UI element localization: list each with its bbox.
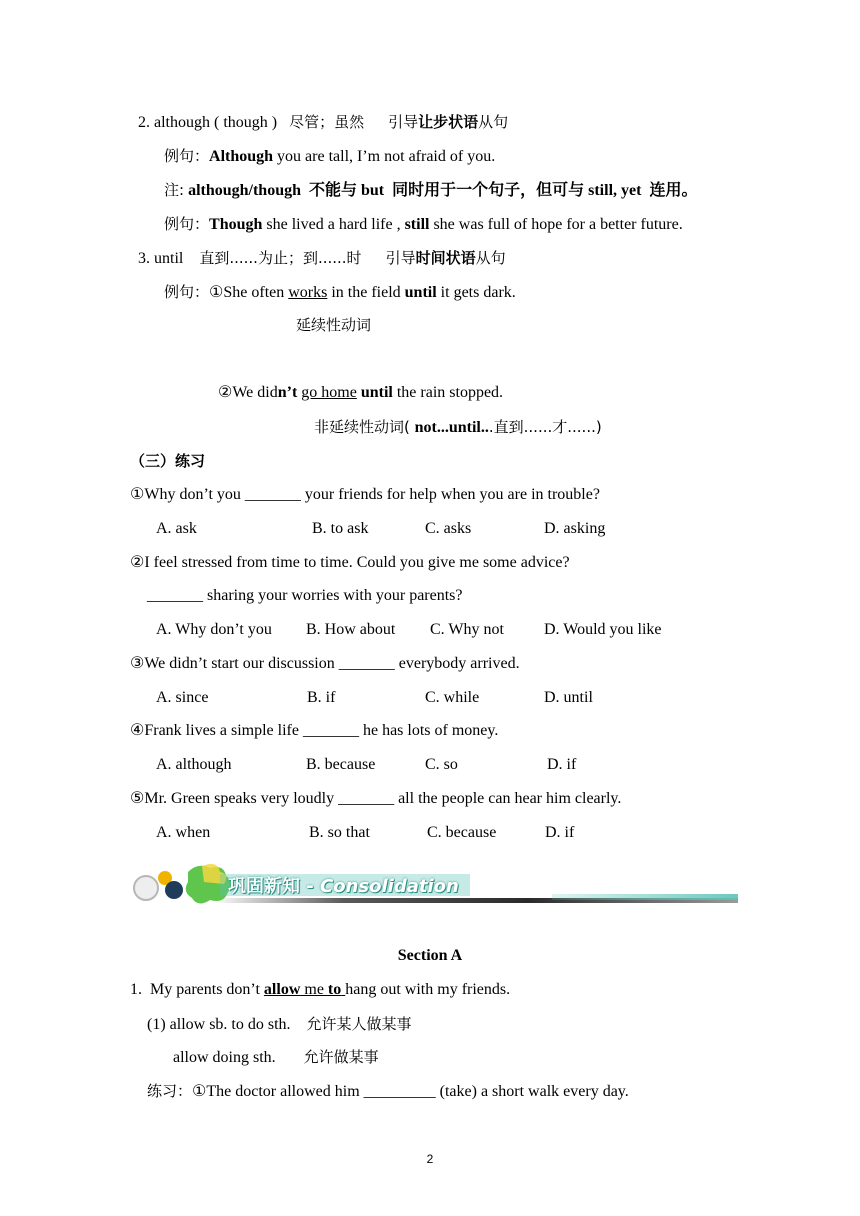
item3-clause-tail: 从句 bbox=[475, 249, 506, 267]
option-a: A. since bbox=[156, 689, 209, 706]
item2-clause-type: 让步状语 bbox=[418, 113, 479, 131]
usage-cn: 允许某人做某事 bbox=[306, 1015, 412, 1033]
option-b: B. because bbox=[306, 756, 376, 773]
keyword: not...until.. bbox=[414, 419, 489, 436]
page-number: 2 bbox=[426, 1152, 434, 1166]
consolidation-banner bbox=[132, 858, 738, 910]
option-c: C. Why not bbox=[430, 621, 504, 638]
item3-lead: 引导 bbox=[385, 249, 416, 267]
item2-note bbox=[164, 180, 697, 201]
option-d: D. Would you like bbox=[544, 621, 662, 638]
keyword: until bbox=[360, 384, 393, 401]
item2-example1 bbox=[164, 146, 495, 167]
item2-clause-tail: 从句 bbox=[478, 113, 509, 131]
option-d: D. asking bbox=[544, 520, 606, 537]
option-a: A. although bbox=[156, 756, 232, 773]
exercise-text: ①The doctor allowed him _________ (take) a short walk every day. bbox=[192, 1083, 629, 1100]
example-label: 例句： bbox=[164, 215, 210, 233]
example-text: she was full of hope for a better future. bbox=[429, 216, 683, 233]
keyword: n’t bbox=[277, 384, 298, 401]
option-a: A. when bbox=[156, 824, 211, 841]
example-text: the rain stopped. bbox=[392, 384, 504, 401]
option-b: B. so that bbox=[309, 824, 370, 841]
option-d: D. if bbox=[547, 756, 577, 773]
option-b: B. if bbox=[307, 689, 336, 706]
non-durative-verb-note bbox=[314, 417, 602, 438]
example-text: it gets dark. bbox=[436, 284, 516, 301]
item3-clause-type: 时间状语 bbox=[415, 249, 476, 267]
option-a: A. Why don’t you bbox=[156, 621, 272, 638]
keyword: to bbox=[327, 981, 342, 998]
item2-example2 bbox=[164, 214, 683, 235]
underlined-verb: go home bbox=[301, 384, 357, 401]
item2-head: 2. although ( though ) bbox=[138, 114, 278, 131]
banner-title-cn: 巩固新知 bbox=[228, 876, 300, 897]
usage-en: allow doing sth. bbox=[173, 1049, 276, 1066]
example-text: ①She often bbox=[209, 284, 289, 301]
usage-cn: 允许做某事 bbox=[303, 1048, 379, 1066]
item2-lead: 引导 bbox=[388, 113, 419, 131]
practice-heading: （三）练习 bbox=[130, 452, 206, 470]
banner-title-en: Consolidation bbox=[320, 876, 459, 897]
option-a: A. ask bbox=[156, 520, 197, 537]
example-text: she lived a hard life , bbox=[262, 216, 405, 233]
section-title: Section A bbox=[397, 947, 463, 964]
note-text: 非延续性动词( bbox=[314, 418, 415, 436]
option-c: C. asks bbox=[425, 520, 472, 537]
example-text: you are tall, I’m not afraid of you. bbox=[273, 148, 496, 165]
usage-en: (1) allow sb. to do sth. bbox=[147, 1016, 291, 1033]
consolidation-item1 bbox=[130, 980, 510, 1000]
item3-line bbox=[138, 248, 506, 269]
keyword: Though bbox=[209, 216, 263, 233]
exercise-line bbox=[147, 1081, 629, 1102]
item3-example1 bbox=[164, 282, 516, 303]
option-b: B. How about bbox=[306, 621, 396, 638]
option-d: D. until bbox=[544, 689, 593, 706]
item3-example2 bbox=[218, 383, 503, 403]
durative-verb-note: 延续性动词 bbox=[296, 316, 372, 334]
question-stem: ②I feel stressed from time to time. Could you give me some advice? bbox=[130, 554, 570, 571]
keyword: Although bbox=[209, 148, 274, 165]
option-c: C. so bbox=[425, 756, 458, 773]
underlined-verb: works bbox=[288, 284, 328, 301]
example-text: in the field bbox=[327, 284, 405, 301]
note-text: .直到......才......) bbox=[488, 418, 602, 436]
option-d: D. if bbox=[545, 824, 575, 841]
question-stem: ③We didn’t start our discussion _______ everybody arrived. bbox=[130, 655, 520, 672]
example-label: 例句： bbox=[164, 147, 210, 165]
sentence-text: 1. My parents don’t bbox=[130, 981, 264, 998]
note-text: although/though 不能与 but 同时用于一个句子，但可与 still, yet 连用。 bbox=[184, 182, 698, 199]
question-stem: ④Frank lives a simple life _______ he has lots of money. bbox=[130, 722, 499, 739]
banner-dash: - bbox=[300, 876, 321, 897]
question-stem-continued: _______ sharing your worries with your parents? bbox=[147, 587, 463, 604]
underlined-phrase bbox=[264, 981, 345, 998]
banner-title bbox=[228, 872, 459, 898]
option-c: C. because bbox=[427, 824, 497, 841]
example-label: 例句： bbox=[164, 283, 210, 301]
exercise-label: 练习： bbox=[147, 1082, 193, 1100]
question-stem: ①Why don’t you _______ your friends for help when you are in trouble? bbox=[130, 486, 600, 503]
item2-line bbox=[138, 112, 508, 133]
item3-head: 3. until bbox=[138, 250, 184, 267]
item3-meaning: 直到......为止；到......时 bbox=[199, 249, 362, 267]
keyword: until bbox=[404, 284, 437, 301]
note-label: 注: bbox=[164, 181, 185, 199]
keyword: allow bbox=[263, 981, 301, 998]
usage-1 bbox=[147, 1014, 412, 1035]
question-stem: ⑤Mr. Green speaks very loudly _______ all the people can hear him clearly. bbox=[130, 790, 622, 807]
item2-meaning: 尽管；虽然 bbox=[289, 113, 365, 131]
option-c: C. while bbox=[425, 689, 480, 706]
option-b: B. to ask bbox=[312, 520, 369, 537]
sentence-text: hang out with my friends. bbox=[345, 981, 511, 998]
sentence-text: me bbox=[300, 981, 328, 998]
example-text: ②We did bbox=[218, 384, 278, 401]
keyword: still bbox=[404, 216, 430, 233]
usage-2 bbox=[173, 1047, 379, 1068]
